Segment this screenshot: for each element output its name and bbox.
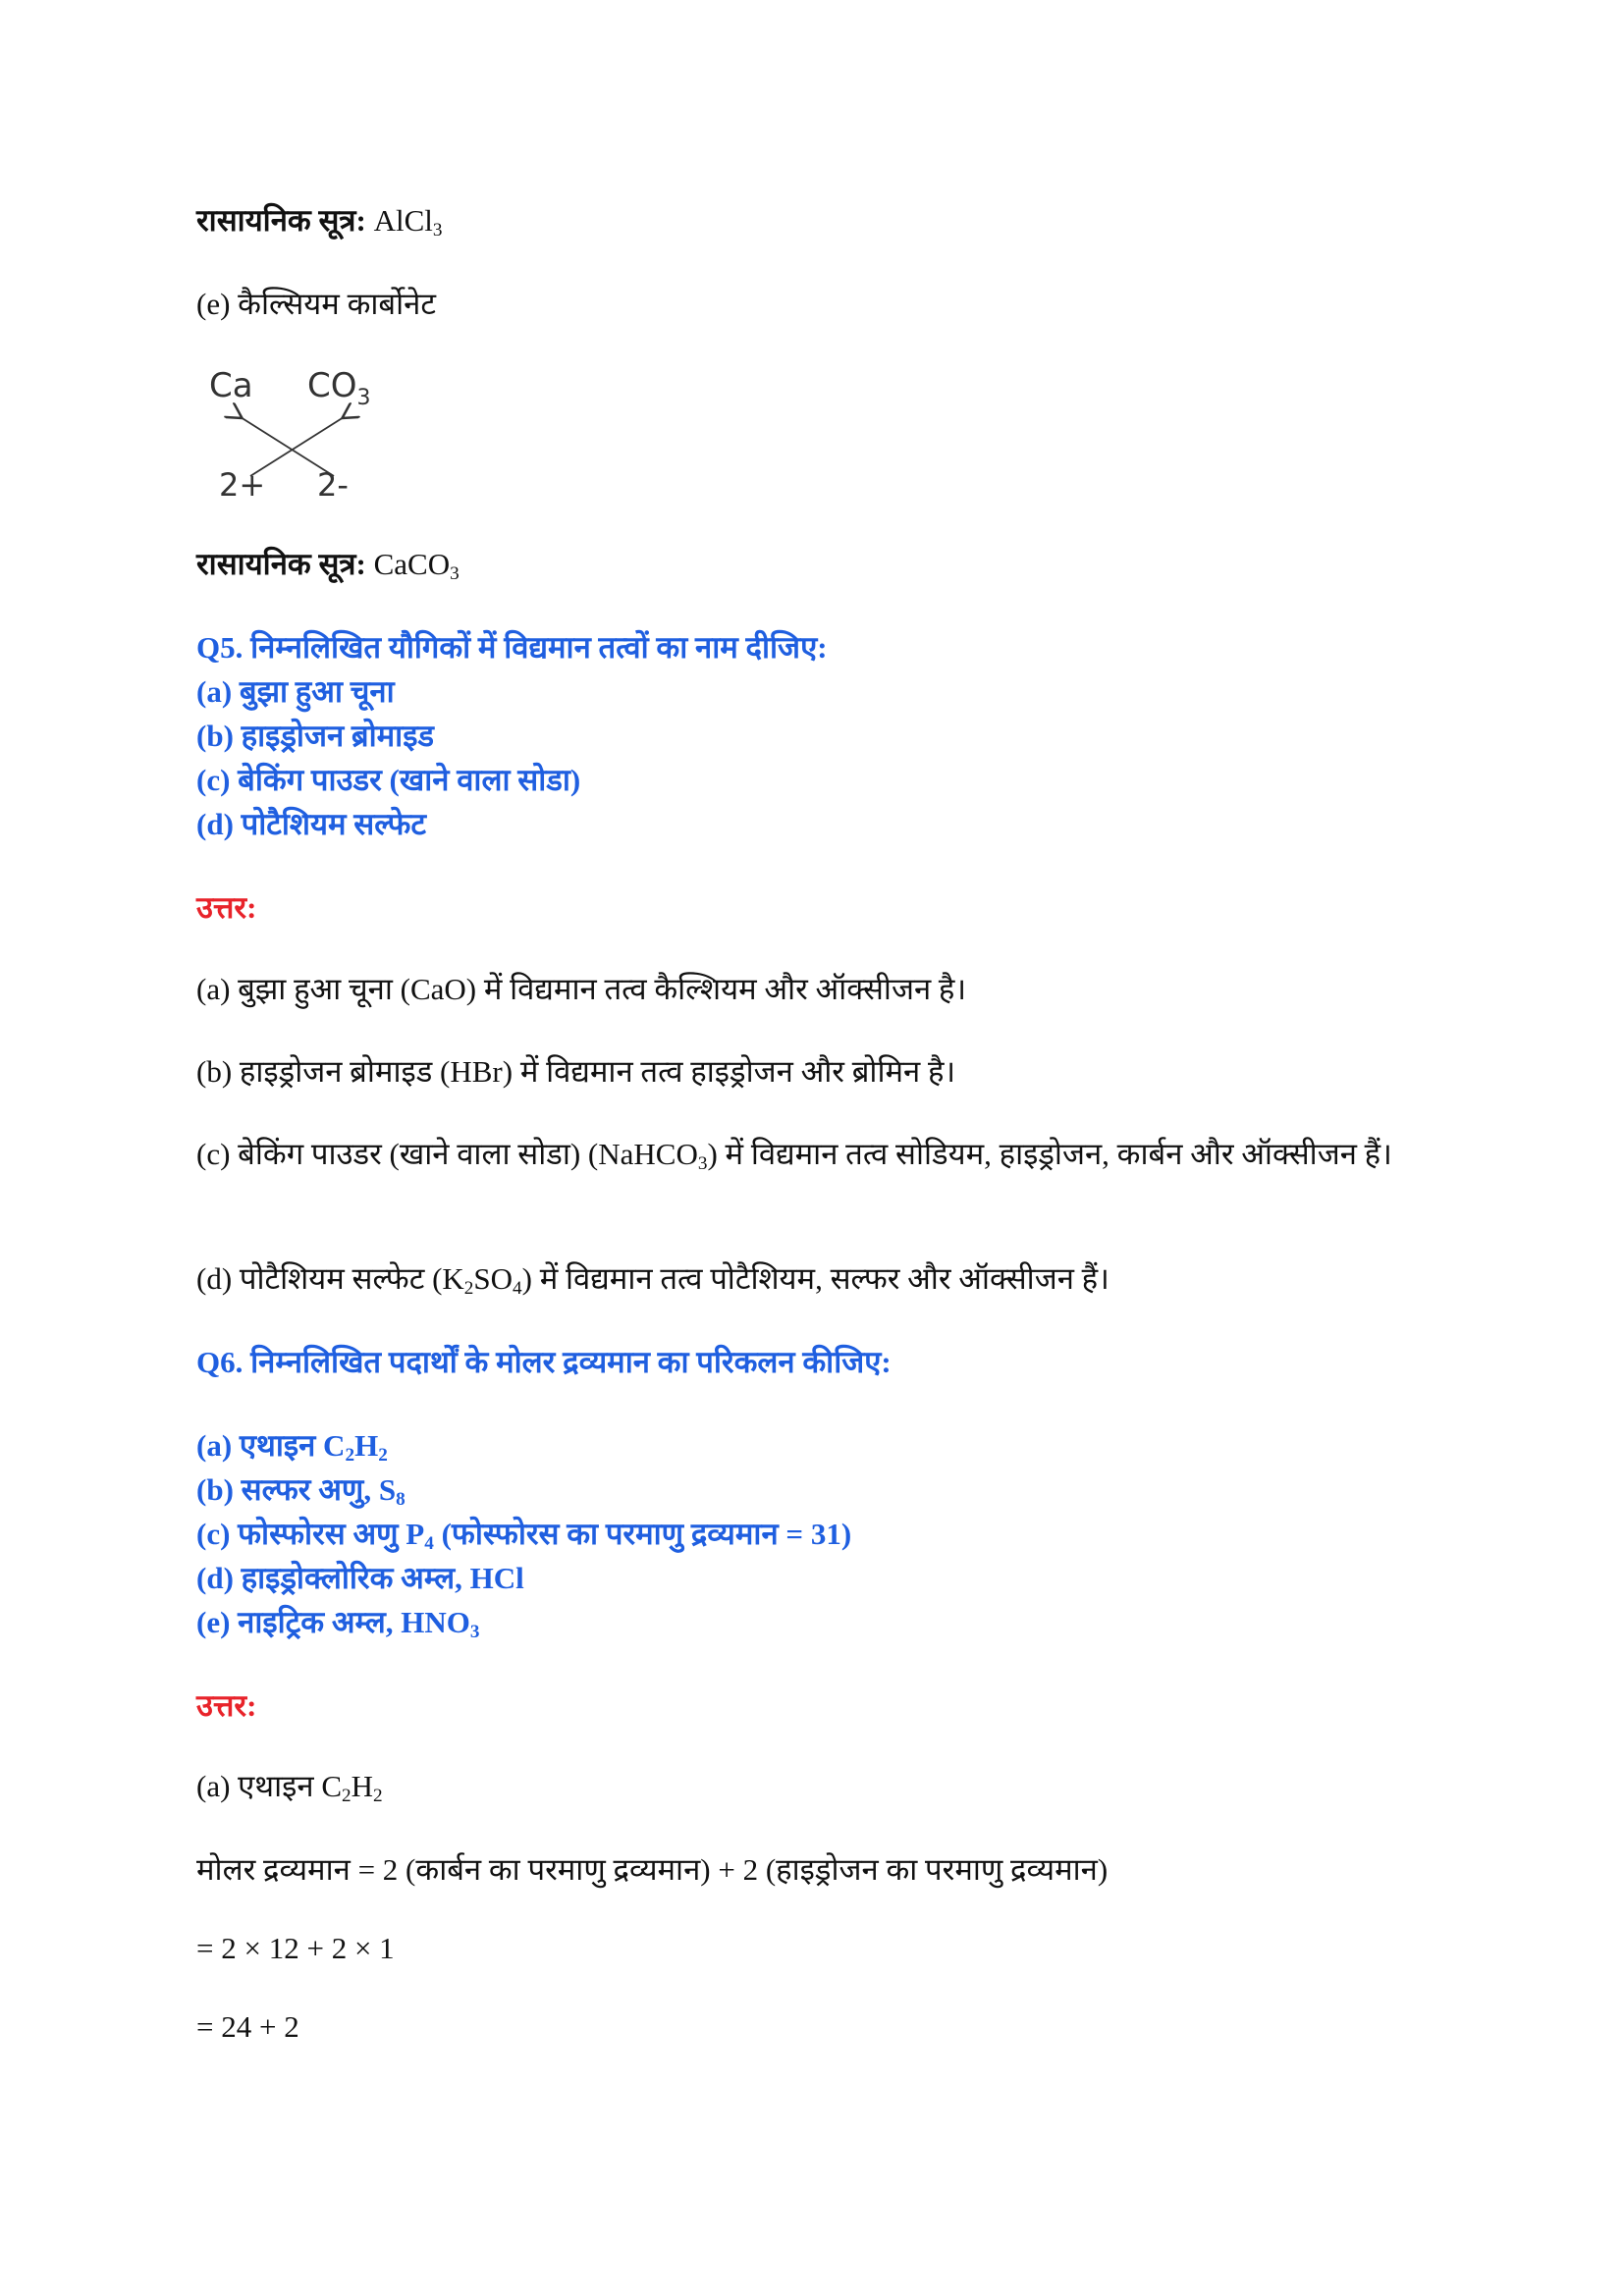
formula-label: रासायनिक सूत्र: xyxy=(196,547,366,581)
q6-option-b: (b) सल्फर अणु, $S_8$ xyxy=(196,1472,406,1510)
formula-subscript: 3 xyxy=(432,219,443,240)
molar-mass-formula: मोलर द्रव्यमान = 2 (कार्बन का परमाणु द्रव्यमान) + 2 (हाइड्रोजन का परमाणु द्रव्यमान) xyxy=(196,1852,1109,1887)
formula-caco3-line xyxy=(196,545,460,584)
q6-option-e: (e) नाइट्रिक अम्ल, $HNO_3$ xyxy=(196,1605,480,1642)
q6-option-c: (c) फोस्फोरस अणु $P_4$ (फोस्फोरस का परमाणु द्रव्यमान = 31) xyxy=(196,1517,852,1554)
formula-alcl3-line xyxy=(196,201,443,240)
q5-answer-d: (d) पोटैशियम सल्फेट $(K_2SO_4)$ में विद्यमान तत्व पोटैशियम, सल्फर और ऑक्सीजन हैं। xyxy=(196,1261,1109,1299)
calculation-step-2: = 24 + 2 xyxy=(196,2009,299,2044)
q5-answer-label: उत्तर: xyxy=(196,890,257,925)
q5-option-c: (c) बेकिंग पाउडर (खाने वाला सोडा) xyxy=(196,763,581,797)
charge-right: 2- xyxy=(317,466,349,504)
q6-option-d: (d) हाइड्रोक्लोरिक अम्ल, HCl xyxy=(196,1561,524,1595)
carbonate-symbol: $CO_3$ xyxy=(307,366,371,410)
formula-value: AlCl xyxy=(373,203,433,238)
q6-answer-label: उत्तर: xyxy=(196,1688,257,1723)
q6-option-a: (a) एथाइन $C_2H_2$ xyxy=(196,1428,388,1466)
q5-option-d: (d) पोटैशियम सल्फेट xyxy=(196,807,427,841)
calcium-symbol: Ca xyxy=(209,366,253,405)
charge-left: 2+ xyxy=(219,466,266,504)
q5-title: Q5. निम्नलिखित यौगिकों में विद्यमान तत्वों का नाम दीजिए: xyxy=(196,630,828,665)
q5-answer-a: (a) बुझा हुआ चूना (CaO) में विद्यमान तत्व कैल्शियम और ऑक्सीजन है। xyxy=(196,972,967,1006)
q6-title: Q6. निम्नलिखित पदार्थों के मोलर द्रव्यमान का परिकलन कीजिए: xyxy=(196,1345,892,1379)
calculation-step-1: = 2 × 12 + 2 × 1 xyxy=(196,1931,395,1965)
formula-subscript: 3 xyxy=(450,562,460,584)
q6-answer-a: (a) एथाइन $C_2H_2$ xyxy=(196,1769,383,1806)
q5-answer-b: (b) हाइड्रोजन ब्रोमाइड (HBr) में विद्यमान तत्व हाइड्रोजन और ब्रोमिन है। xyxy=(196,1054,956,1089)
part-e-heading: (e) कैल्सियम कार्बोनेट xyxy=(196,287,436,321)
formula-value: CaCO xyxy=(373,547,451,581)
q5-answer-c: (c) बेकिंग पाउडर (खाने वाला सोडा) (NaHCO$_3$) में विद्यमान तत्व सोडियम, हाइड्रोजन, कार्बन और ऑक्सीजन हैं। xyxy=(196,1137,1392,1174)
q5-option-b: (b) हाइड्रोजन ब्रोमाइड xyxy=(196,719,435,753)
q5-option-a: (a) बुझा हुआ चूना xyxy=(196,674,395,709)
criss-cross-diagram xyxy=(201,358,388,506)
formula-label: रासायनिक सूत्र: xyxy=(196,203,366,238)
